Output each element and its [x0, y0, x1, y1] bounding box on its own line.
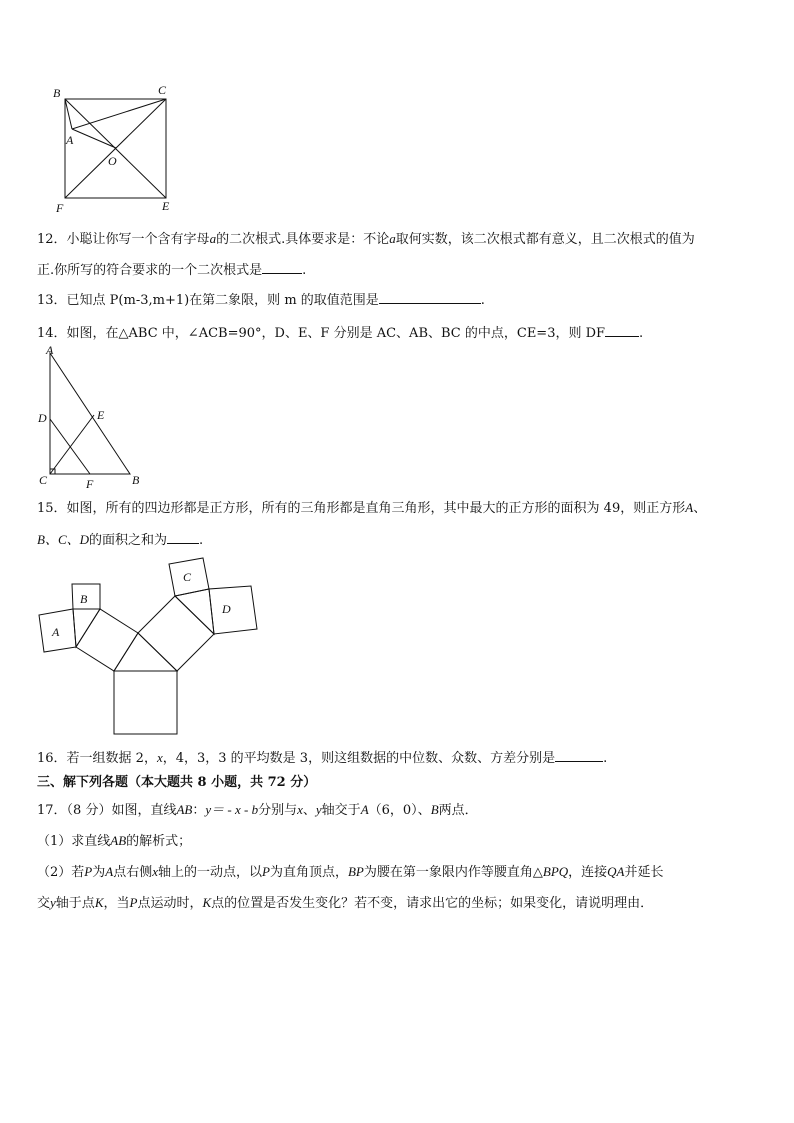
q17-sub2-t6: ，连接	[568, 865, 608, 880]
q17-sub2-l2b: 轴于点	[55, 896, 95, 911]
q17-sub2-t1: 为	[92, 865, 106, 880]
left-square	[76, 609, 138, 671]
question-15-line2	[37, 531, 764, 550]
q15-sep: 、	[693, 501, 707, 516]
q17-a2: A	[105, 864, 114, 879]
label-A: A	[46, 343, 54, 357]
q15-text-line2: 的面积之和为	[89, 533, 168, 548]
q17-sub2-t7: 并延长	[624, 865, 664, 880]
q14-answer-blank[interactable]	[605, 324, 639, 337]
q17-x: x	[297, 802, 303, 817]
label-B: B	[132, 473, 140, 487]
q17-coord-a: （6，0）、	[368, 803, 431, 818]
figure-squares	[36, 556, 276, 741]
q14-text: 如图，在△ABC 中，∠ACB=90°，D、E、F 分别是 AC、AB、BC 的中点，CE=3，则 DF	[66, 326, 606, 341]
label-D: D	[222, 602, 231, 616]
q12-answer-blank[interactable]	[262, 261, 302, 274]
question-17-part1	[37, 832, 764, 851]
q12-text: 小聪让你写一个含有字母	[66, 232, 210, 247]
q17-x2: x	[152, 864, 158, 879]
q13-text: 已知点 P(m-3,m+1)在第二象限，则 m 的取值范围是	[66, 293, 379, 308]
question-15-line1	[37, 499, 764, 518]
q17-text-a: 如图，直线	[111, 803, 177, 818]
segment-ac	[72, 99, 166, 129]
label-D: D	[38, 411, 47, 425]
figure-square-abc	[50, 80, 190, 215]
label-F: F	[86, 477, 94, 491]
question-16	[37, 749, 764, 768]
figure-triangle	[36, 343, 148, 493]
q17-ab: AB	[176, 802, 193, 817]
q17-sub2-t5: 为腰在第一象限内作等腰直角△	[363, 865, 543, 880]
q13-answer-blank[interactable]	[379, 291, 481, 304]
q17-sub1-ab: AB	[110, 833, 127, 848]
label-O: O	[108, 154, 117, 168]
q17-sub2-t2: 点右侧	[113, 865, 153, 880]
label-A: A	[66, 133, 74, 147]
q17-sub2-l2e: 点的位置是否发生变化？若不变，请求出它的坐标；如果变化，请说明理由．	[211, 896, 654, 911]
triangle-abc	[50, 353, 130, 474]
left-small-triangle	[73, 609, 100, 647]
q12-var-a: a	[209, 231, 217, 246]
square-D	[209, 586, 257, 634]
q17-p: P	[84, 864, 93, 879]
q17-bpq: BPQ	[542, 864, 569, 879]
label-B: B	[53, 86, 61, 100]
question-13	[37, 291, 764, 310]
q17-y2: y	[50, 895, 56, 910]
q12-text-b: 的二次根式.具体要求是：不论	[216, 232, 390, 247]
question-12-line1	[37, 230, 764, 249]
q17-text-d: 两点．	[438, 803, 478, 818]
main-triangle	[114, 633, 177, 671]
q17-number: 17．	[37, 803, 67, 818]
q15-end: .	[199, 533, 204, 548]
q17-k2: K	[202, 895, 212, 910]
question-17-part2-line1	[37, 863, 764, 882]
q12-text-line2: 正.你所写的符合要求的一个二次根式是	[37, 263, 263, 278]
label-C: C	[39, 473, 48, 487]
q17-sub2-l2d: 点运动时，	[137, 896, 203, 911]
triangle-diagram	[36, 343, 148, 493]
question-17	[37, 801, 764, 820]
q17-point-b: B	[430, 802, 439, 817]
q17-p3: P	[129, 895, 138, 910]
label-F: F	[56, 201, 64, 215]
q17-sub2-l2c: ，当	[103, 896, 130, 911]
q17-sub1: （1）求直线	[37, 834, 111, 849]
q17-equation: y＝ - x - b	[205, 802, 259, 817]
question-17-part2-line2	[37, 894, 764, 913]
q14-number: 14．	[37, 326, 67, 341]
q17-text-c: 轴交于	[321, 803, 361, 818]
q13-end: .	[480, 293, 485, 308]
q17-p2: P	[262, 864, 270, 879]
q15-vars-bcd: B、C、D	[37, 532, 90, 547]
q16-var-x: x	[156, 750, 163, 765]
q15-var-a: A	[685, 500, 694, 515]
q15-answer-blank[interactable]	[167, 531, 199, 544]
q17-sub2-t4: 为直角顶点，	[269, 865, 348, 880]
segment-ce	[50, 415, 94, 474]
q16-end: .	[603, 751, 608, 766]
q13-number: 13．	[37, 293, 67, 308]
question-14	[37, 324, 764, 343]
q12-end: .	[302, 263, 307, 278]
q16-text-2: ，4，3，3 的平均数是 3，则这组数据的中位数、众数、方差分别是	[162, 751, 556, 766]
segment-ao	[72, 129, 116, 148]
q15-text: 如图，所有的四边形都是正方形，所有的三角形都是直角三角形，其中最大的正方形的面积为 49，则正方形	[66, 501, 686, 516]
q17-bp: BP	[347, 864, 364, 879]
q17-point-a: A	[360, 802, 369, 817]
label-B: B	[80, 592, 88, 606]
label-E: E	[162, 199, 170, 213]
q12-number: 12．	[37, 232, 67, 247]
label-E: E	[97, 408, 105, 422]
label-A: A	[52, 625, 60, 639]
q12-text-c: 取何实数，该二次根式都有意义，且二次根式的值为	[395, 232, 695, 247]
q17-score: （8 分）	[66, 803, 112, 818]
segment-ba	[65, 99, 72, 129]
q17-sub2-start: （2）若	[37, 865, 85, 880]
largest-square	[114, 671, 177, 734]
squares-diagram	[36, 556, 276, 741]
question-12-line2	[37, 261, 764, 280]
q14-end: .	[639, 326, 644, 341]
q17-sub2-l2a: 交	[37, 896, 51, 911]
section-3-title: 三、解下列各题（本大题共 8 小题，共 72 分）	[37, 775, 317, 790]
q17-text-b: 分别与	[258, 803, 298, 818]
right-square	[138, 596, 214, 671]
right-small-triangle	[175, 589, 214, 634]
q16-answer-blank[interactable]	[555, 749, 603, 762]
q15-number: 15．	[37, 501, 67, 516]
q17-colon: ：	[192, 803, 206, 818]
q17-y: y	[315, 802, 322, 817]
label-C: C	[158, 83, 167, 97]
square-abc-diagram	[50, 80, 190, 215]
q17-sub2-t3: 轴上的一动点，以	[158, 865, 263, 880]
q16-text: 若一组数据 2，	[66, 751, 157, 766]
q12-var-a-2: a	[389, 231, 396, 246]
q16-number: 16．	[37, 751, 67, 766]
q17-sub1-end: 的解析式；	[126, 834, 192, 849]
label-C: C	[183, 570, 192, 584]
q17-qa: QA	[607, 864, 625, 879]
q17-k: K	[94, 895, 104, 910]
q17-sep: 、	[302, 803, 316, 818]
